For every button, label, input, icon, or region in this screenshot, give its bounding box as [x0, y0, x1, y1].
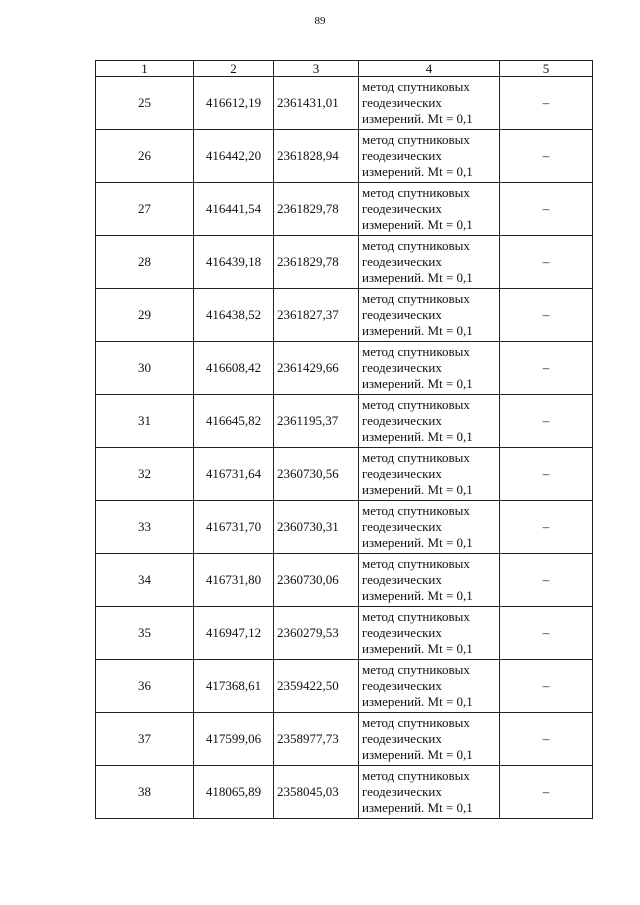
- method-line-3: измерений. Mt = 0,1: [362, 323, 473, 338]
- coordinate-x: 416442,20: [194, 130, 274, 183]
- coordinate-y: 2361431,01: [274, 77, 359, 130]
- note-cell: –: [500, 607, 593, 660]
- table-row: [96, 448, 593, 501]
- method-cell: [359, 766, 500, 819]
- method-line-3: измерений. Mt = 0,1: [362, 482, 473, 497]
- coordinate-x: 416439,18: [194, 236, 274, 289]
- method-line-1: метод спутниковых: [362, 662, 470, 677]
- method-line-3: измерений. Mt = 0,1: [362, 111, 473, 126]
- method-cell: [359, 289, 500, 342]
- coordinate-y: 2358977,73: [274, 713, 359, 766]
- method-line-1: метод спутниковых: [362, 79, 470, 94]
- coordinate-x: 418065,89: [194, 766, 274, 819]
- method-cell: [359, 77, 500, 130]
- note-cell: –: [500, 448, 593, 501]
- coordinate-y: 2361429,66: [274, 342, 359, 395]
- method-line-2: геодезических: [362, 95, 442, 110]
- point-number: 32: [96, 448, 194, 501]
- method-line-2: геодезических: [362, 307, 442, 322]
- column-header-3: 3: [274, 61, 359, 77]
- table-row: [96, 501, 593, 554]
- method-cell: [359, 448, 500, 501]
- method-line-2: геодезических: [362, 678, 442, 693]
- method-line-1: метод спутниковых: [362, 344, 470, 359]
- method-line-2: геодезических: [362, 731, 442, 746]
- coordinate-y: 2361829,78: [274, 236, 359, 289]
- note-cell: –: [500, 236, 593, 289]
- method-cell: [359, 130, 500, 183]
- method-line-3: измерений. Mt = 0,1: [362, 164, 473, 179]
- method-line-2: геодезических: [362, 784, 442, 799]
- method-line-3: измерений. Mt = 0,1: [362, 270, 473, 285]
- point-number: 35: [96, 607, 194, 660]
- coordinate-y: 2361827,37: [274, 289, 359, 342]
- coordinate-x: 417599,06: [194, 713, 274, 766]
- coordinate-x: 417368,61: [194, 660, 274, 713]
- method-cell: [359, 501, 500, 554]
- column-header-1: 1: [96, 61, 194, 77]
- method-line-3: измерений. Mt = 0,1: [362, 535, 473, 550]
- point-number: 28: [96, 236, 194, 289]
- point-number: 25: [96, 77, 194, 130]
- note-cell: –: [500, 660, 593, 713]
- method-cell: [359, 660, 500, 713]
- coordinate-y: 2361828,94: [274, 130, 359, 183]
- table-row: [96, 713, 593, 766]
- table-header-row: [96, 61, 593, 77]
- table-row: [96, 342, 593, 395]
- table-row: [96, 77, 593, 130]
- method-line-3: измерений. Mt = 0,1: [362, 429, 473, 444]
- note-cell: –: [500, 183, 593, 236]
- page-number: 89: [314, 15, 326, 27]
- note-cell: –: [500, 342, 593, 395]
- point-number: 31: [96, 395, 194, 448]
- table-row: [96, 607, 593, 660]
- note-cell: –: [500, 554, 593, 607]
- coordinates-table: [95, 60, 593, 819]
- coordinate-x: 416645,82: [194, 395, 274, 448]
- method-cell: [359, 342, 500, 395]
- point-number: 33: [96, 501, 194, 554]
- note-cell: –: [500, 77, 593, 130]
- coordinate-x: 416608,42: [194, 342, 274, 395]
- table-row: [96, 395, 593, 448]
- point-number: 36: [96, 660, 194, 713]
- method-line-3: измерений. Mt = 0,1: [362, 694, 473, 709]
- column-header-4: 4: [359, 61, 500, 77]
- point-number: 37: [96, 713, 194, 766]
- table-row: [96, 766, 593, 819]
- method-line-3: измерений. Mt = 0,1: [362, 217, 473, 232]
- method-line-2: геодезических: [362, 254, 442, 269]
- method-line-2: геодезических: [362, 360, 442, 375]
- point-number: 30: [96, 342, 194, 395]
- coordinate-y: 2361195,37: [274, 395, 359, 448]
- coordinate-y: 2360730,56: [274, 448, 359, 501]
- table-row: [96, 660, 593, 713]
- method-line-3: измерений. Mt = 0,1: [362, 800, 473, 815]
- method-line-1: метод спутниковых: [362, 132, 470, 147]
- note-cell: –: [500, 289, 593, 342]
- method-line-2: геодезических: [362, 201, 442, 216]
- method-line-1: метод спутниковых: [362, 185, 470, 200]
- note-cell: –: [500, 713, 593, 766]
- note-cell: –: [500, 501, 593, 554]
- note-cell: –: [500, 395, 593, 448]
- method-line-1: метод спутниковых: [362, 503, 470, 518]
- table-row: [96, 554, 593, 607]
- table-row: [96, 289, 593, 342]
- method-cell: [359, 183, 500, 236]
- point-number: 29: [96, 289, 194, 342]
- method-line-3: измерений. Mt = 0,1: [362, 747, 473, 762]
- method-cell: [359, 554, 500, 607]
- method-line-1: метод спутниковых: [362, 609, 470, 624]
- method-line-2: геодезических: [362, 572, 442, 587]
- method-line-2: геодезических: [362, 466, 442, 481]
- method-line-1: метод спутниковых: [362, 715, 470, 730]
- method-line-2: геодезических: [362, 413, 442, 428]
- coordinate-x: 416947,12: [194, 607, 274, 660]
- note-cell: –: [500, 766, 593, 819]
- coordinate-y: 2361829,78: [274, 183, 359, 236]
- method-cell: [359, 236, 500, 289]
- coordinate-x: 416731,64: [194, 448, 274, 501]
- point-number: 38: [96, 766, 194, 819]
- coordinate-y: 2360730,31: [274, 501, 359, 554]
- method-cell: [359, 713, 500, 766]
- column-header-5: 5: [500, 61, 593, 77]
- table-row: [96, 183, 593, 236]
- coordinate-x: 416731,70: [194, 501, 274, 554]
- table-row: [96, 236, 593, 289]
- coordinate-x: 416612,19: [194, 77, 274, 130]
- method-line-2: геодезических: [362, 148, 442, 163]
- method-line-1: метод спутниковых: [362, 556, 470, 571]
- method-line-1: метод спутниковых: [362, 768, 470, 783]
- coordinate-x: 416441,54: [194, 183, 274, 236]
- coordinate-x: 416438,52: [194, 289, 274, 342]
- point-number: 34: [96, 554, 194, 607]
- method-line-1: метод спутниковых: [362, 291, 470, 306]
- table-row: [96, 130, 593, 183]
- coordinate-y: 2360279,53: [274, 607, 359, 660]
- point-number: 26: [96, 130, 194, 183]
- point-number: 27: [96, 183, 194, 236]
- method-cell: [359, 395, 500, 448]
- method-line-3: измерений. Mt = 0,1: [362, 376, 473, 391]
- method-line-1: метод спутниковых: [362, 397, 470, 412]
- coordinate-x: 416731,80: [194, 554, 274, 607]
- method-line-2: геодезических: [362, 519, 442, 534]
- method-line-2: геодезических: [362, 625, 442, 640]
- method-line-1: метод спутниковых: [362, 450, 470, 465]
- column-header-2: 2: [194, 61, 274, 77]
- coordinate-y: 2359422,50: [274, 660, 359, 713]
- note-cell: –: [500, 130, 593, 183]
- coordinate-y: 2358045,03: [274, 766, 359, 819]
- method-line-1: метод спутниковых: [362, 238, 470, 253]
- method-line-3: измерений. Mt = 0,1: [362, 641, 473, 656]
- method-cell: [359, 607, 500, 660]
- method-line-3: измерений. Mt = 0,1: [362, 588, 473, 603]
- coordinate-y: 2360730,06: [274, 554, 359, 607]
